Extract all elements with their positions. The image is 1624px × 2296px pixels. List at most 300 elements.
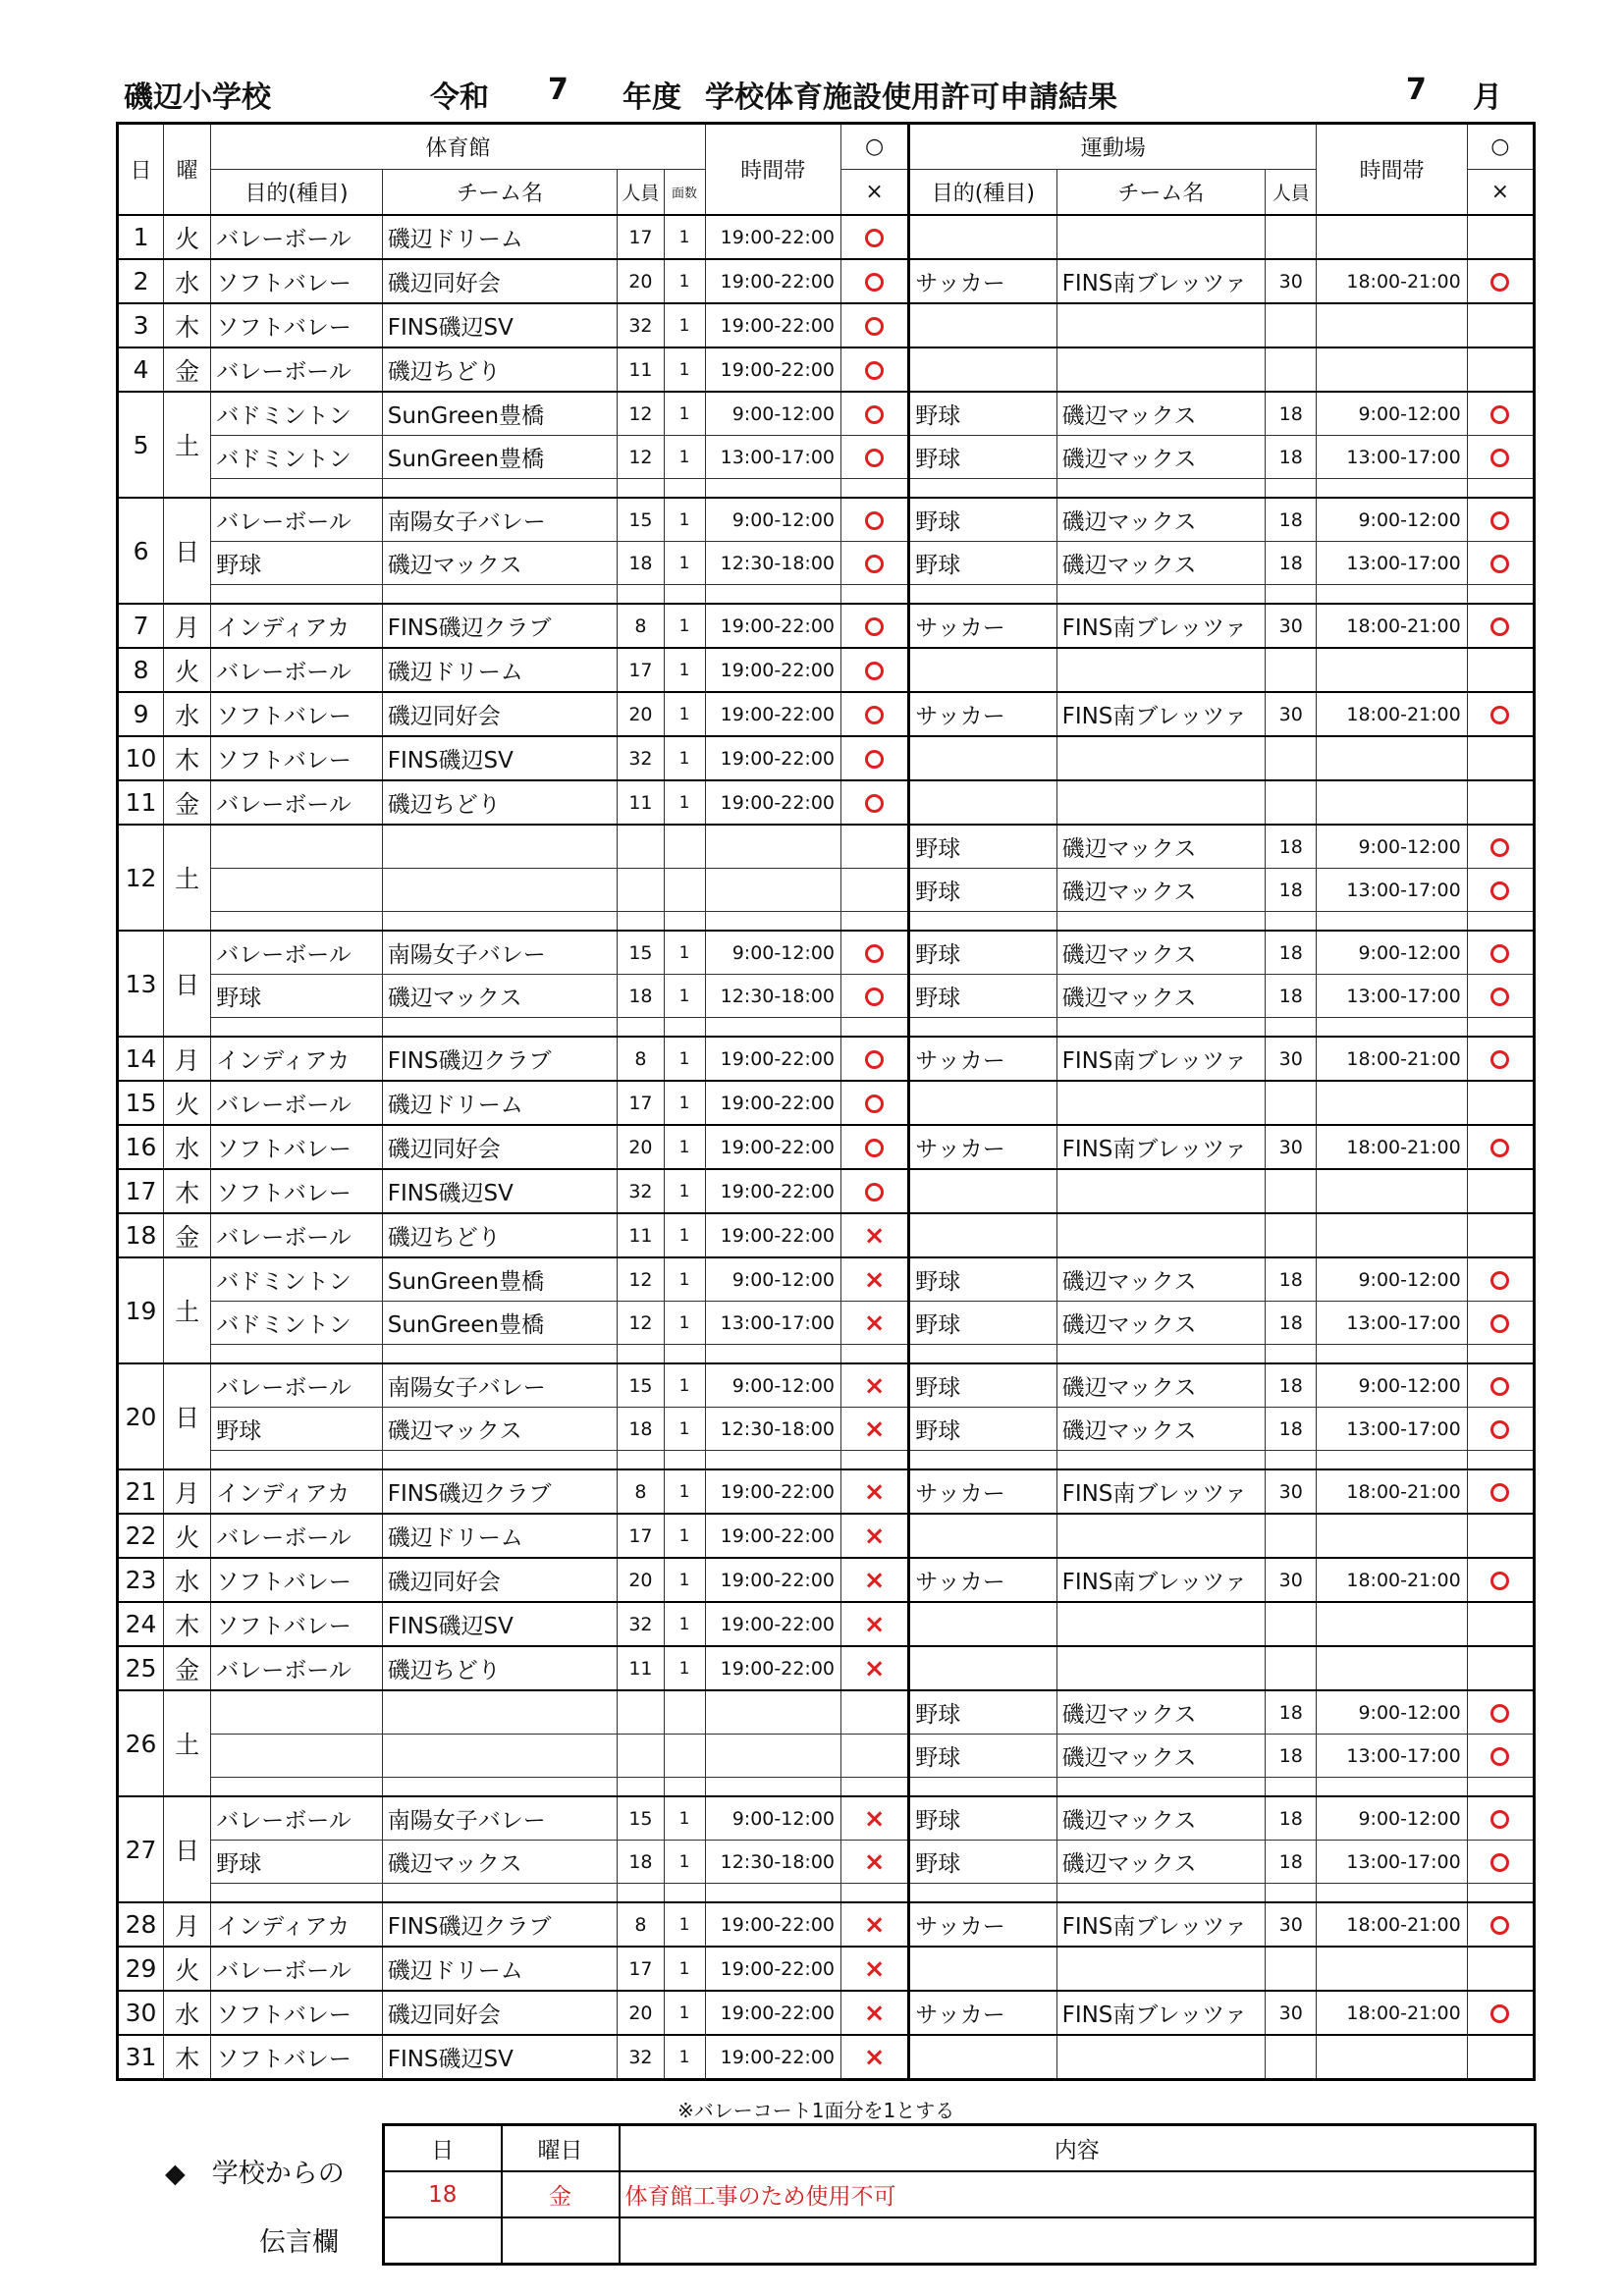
schedule-row [118,392,1535,436]
approved-mark-icon [1490,1700,1509,1726]
gym-time: 9:00-12:00 [705,1363,840,1408]
schedule-row [118,1558,1535,1602]
gym-result [841,975,909,1018]
ground-time: 18:00-21:00 [1317,1902,1467,1947]
day-number: 9 [118,692,164,736]
message-header-dow: 曜日 [502,2125,620,2172]
spacer-cell [1266,479,1317,499]
ground-purpose [909,215,1056,259]
ground-result [1467,648,1534,692]
gym-purpose: 野球 [211,1841,382,1884]
ground-result [1467,498,1534,542]
day-number: 28 [118,1902,164,1947]
spacer-row [118,479,1535,499]
ground-purpose [909,2035,1056,2080]
day-number: 19 [118,1257,164,1363]
header-ground-ng: × [1467,170,1534,216]
spacer-cell [211,585,382,605]
schedule-row [118,692,1535,736]
approved-mark-icon [1490,1267,1509,1293]
approved-mark-icon [1490,507,1509,533]
gym-courts: 1 [664,1469,705,1514]
gym-time: 19:00-22:00 [705,780,840,825]
ground-time: 9:00-12:00 [1317,1257,1467,1302]
gym-people: 32 [618,1602,664,1646]
spacer-cell [618,1345,664,1364]
gym-purpose: バレーボール [211,931,382,975]
ground-purpose: 野球 [909,1735,1056,1778]
ground-team [1056,1213,1266,1257]
day-of-week: 水 [164,1991,211,2035]
message-day: 18 [384,2171,502,2217]
spacer-cell [841,1345,909,1364]
gym-result [841,259,909,303]
gym-purpose: ソフトバレー [211,303,382,347]
gym-result [841,1037,909,1081]
spacer-cell [909,1451,1056,1470]
gym-courts: 1 [664,1902,705,1947]
approved-mark-icon [865,445,884,470]
gym-people: 12 [618,392,664,436]
ground-result [1467,215,1534,259]
gym-courts: 1 [664,1602,705,1646]
ground-team: 磯辺マックス [1056,869,1266,912]
gym-purpose: 野球 [211,975,382,1018]
ground-time [1317,215,1467,259]
ground-time: 18:00-21:00 [1317,1125,1467,1169]
gym-result [841,347,909,392]
gym-people: 18 [618,1408,664,1451]
spacer-cell [909,912,1056,932]
day-of-week: 土 [164,392,211,498]
rejected-mark-icon: × [863,1476,886,1507]
ground-people: 18 [1266,975,1317,1018]
schedule-row [118,1602,1535,1646]
schedule-row [118,869,1535,912]
approved-mark-icon [1490,269,1509,294]
approved-mark-icon [1490,984,1509,1009]
gym-courts: 1 [664,259,705,303]
gym-people: 8 [618,1902,664,1947]
spacer-cell [909,585,1056,605]
gym-purpose: 野球 [211,542,382,585]
gym-courts: 1 [664,1514,705,1558]
ground-purpose: 野球 [909,1363,1056,1408]
ground-people: 18 [1266,1408,1317,1451]
message-header-day: 日 [384,2125,502,2172]
schedule-row [118,498,1535,542]
ground-result [1467,975,1534,1018]
gym-purpose: インディアカ [211,1037,382,1081]
day-of-week: 金 [164,780,211,825]
spacer-cell [664,1778,705,1797]
ground-result [1467,392,1534,436]
approved-mark-icon [865,551,884,576]
ground-people [1266,736,1317,780]
gym-result [841,869,909,912]
day-number: 13 [118,931,164,1037]
ground-result [1467,259,1534,303]
spacer-cell [1056,1884,1266,1903]
gym-people: 12 [618,1257,664,1302]
schedule-row [118,2035,1535,2080]
gym-purpose: バレーボール [211,1646,382,1690]
spacer-cell [705,479,840,499]
day-number: 14 [118,1037,164,1081]
header-day: 日 [118,124,164,216]
ground-team [1056,1081,1266,1125]
schedule-row [118,1796,1535,1841]
ground-result [1467,780,1534,825]
gym-time: 9:00-12:00 [705,498,840,542]
spacer-cell [664,1884,705,1903]
ground-purpose: 野球 [909,931,1056,975]
gym-time: 19:00-22:00 [705,1646,840,1690]
message-day [384,2217,502,2265]
spacer-cell [1266,1345,1317,1364]
spacer-cell [841,1884,909,1903]
ground-people [1266,1169,1317,1213]
spacer-cell [705,912,840,932]
ground-people [1266,1646,1317,1690]
gym-team: SunGreen豊橋 [382,436,618,479]
spacer-cell [211,1778,382,1797]
spacer-cell [1266,585,1317,605]
gym-people [618,825,664,869]
rejected-mark-icon: × [863,1565,886,1595]
ground-time [1317,1947,1467,1991]
gym-purpose: ソフトバレー [211,692,382,736]
approved-mark-icon [865,507,884,533]
gym-purpose: インディアカ [211,1902,382,1947]
day-of-week: 木 [164,2035,211,2080]
gym-people: 18 [618,975,664,1018]
ground-time: 9:00-12:00 [1317,498,1467,542]
spacer-cell [618,585,664,605]
ground-team: 磯辺マックス [1056,1690,1266,1735]
gym-team: FINS磯辺クラブ [382,604,618,648]
schedule-row [118,825,1535,869]
day-number: 7 [118,604,164,648]
gym-purpose [211,825,382,869]
ground-people: 30 [1266,604,1317,648]
approved-mark-icon [1490,1135,1509,1160]
gym-team: FINS磯辺SV [382,2035,618,2080]
schedule-row [118,303,1535,347]
ground-people: 30 [1266,1125,1317,1169]
gym-purpose: ソフトバレー [211,259,382,303]
ground-team: FINS南ブレッツァ [1056,1469,1266,1514]
spacer-cell [705,1884,840,1903]
gym-courts: 1 [664,1947,705,1991]
schedule-row [118,1947,1535,1991]
ground-result [1467,1841,1534,1884]
gym-courts: 1 [664,303,705,347]
gym-purpose: ソフトバレー [211,1169,382,1213]
ground-time: 13:00-17:00 [1317,869,1467,912]
day-of-week: 日 [164,498,211,604]
header-gym-time: 時間帯 [705,124,840,216]
gym-courts: 1 [664,1363,705,1408]
gym-purpose: バレーボール [211,1363,382,1408]
spacer-cell [1056,1778,1266,1797]
gym-people: 11 [618,1646,664,1690]
ground-purpose: 野球 [909,498,1056,542]
gym-purpose: バレーボール [211,780,382,825]
gym-team: 南陽女子バレー [382,931,618,975]
approved-mark-icon [1490,878,1509,903]
schedule-row [118,436,1535,479]
rejected-mark-icon: × [863,1803,886,1834]
gym-people: 18 [618,542,664,585]
ground-people: 18 [1266,1841,1317,1884]
gym-result [841,1796,909,1841]
gym-team: 磯辺マックス [382,542,618,585]
header-ground-time: 時間帯 [1317,124,1467,216]
approved-mark-icon [865,1135,884,1160]
header-ground-people: 人員 [1266,170,1317,216]
ground-purpose [909,303,1056,347]
spacer-cell [1266,1451,1317,1470]
day-number: 12 [118,825,164,931]
gym-purpose: ソフトバレー [211,1558,382,1602]
gym-people: 20 [618,1125,664,1169]
gym-courts: 1 [664,1558,705,1602]
ground-time [1317,1081,1467,1125]
ground-time: 9:00-12:00 [1317,825,1467,869]
day-of-week: 金 [164,1213,211,1257]
gym-result [841,692,909,736]
spacer-cell [1467,1884,1534,1903]
approved-mark-icon [1490,1310,1509,1336]
day-number: 31 [118,2035,164,2080]
gym-courts: 1 [664,392,705,436]
schedule-row [118,931,1535,975]
day-of-week: 月 [164,1469,211,1514]
spacer-row [118,1778,1535,1797]
gym-courts: 1 [664,542,705,585]
ground-time [1317,1213,1467,1257]
gym-result [841,1081,909,1125]
gym-time: 19:00-22:00 [705,1125,840,1169]
gym-result [841,1735,909,1778]
day-of-week: 日 [164,1796,211,1902]
ground-purpose [909,1602,1056,1646]
spacer-cell [841,912,909,932]
spacer-cell [1266,1884,1317,1903]
spacer-row [118,1345,1535,1364]
approved-mark-icon [1490,1479,1509,1505]
ground-team: 磯辺マックス [1056,1363,1266,1408]
gym-purpose: バドミントン [211,1257,382,1302]
gym-result [841,1841,909,1884]
gym-result [841,1125,909,1169]
ground-people [1266,2035,1317,2080]
ground-team [1056,648,1266,692]
spacer-cell [211,1884,382,1903]
gym-result [841,736,909,780]
gym-courts: 1 [664,1037,705,1081]
approved-mark-icon [865,614,884,639]
ground-time: 13:00-17:00 [1317,975,1467,1018]
gym-courts: 1 [664,1796,705,1841]
schedule-row [118,542,1535,585]
ground-purpose: サッカー [909,1991,1056,2035]
ground-team [1056,2035,1266,2080]
spacer-cell [1467,479,1534,499]
gym-result [841,1558,909,1602]
gym-time: 19:00-22:00 [705,1602,840,1646]
spacer-row [118,585,1535,605]
gym-courts: 1 [664,648,705,692]
gym-team: 磯辺ちどり [382,780,618,825]
ground-people [1266,347,1317,392]
gym-people: 15 [618,498,664,542]
message-dow [502,2217,620,2265]
ground-result [1467,604,1534,648]
gym-result [841,498,909,542]
gym-purpose: インディアカ [211,604,382,648]
ground-result [1467,542,1534,585]
gym-time: 19:00-22:00 [705,347,840,392]
approved-mark-icon [1490,1046,1509,1072]
spacer-cell [211,912,382,932]
spacer-cell [1467,1451,1534,1470]
ground-result [1467,1469,1534,1514]
gym-courts: 1 [664,436,705,479]
gym-people: 15 [618,1363,664,1408]
ground-people: 30 [1266,1037,1317,1081]
gym-result [841,1514,909,1558]
school-name: 磯辺小学校 [124,80,271,115]
ground-purpose: 野球 [909,825,1056,869]
ground-purpose [909,1646,1056,1690]
ground-purpose: 野球 [909,1690,1056,1735]
ground-people: 18 [1266,825,1317,869]
header-gym-purpose: 目的(種目) [211,170,382,216]
gym-team: 磯辺同好会 [382,692,618,736]
approved-mark-icon [1490,1912,1509,1938]
gym-time: 19:00-22:00 [705,303,840,347]
spacer-cell [664,912,705,932]
ground-team: FINS南ブレッツァ [1056,1125,1266,1169]
schedule-row [118,215,1535,259]
day-of-week: 土 [164,825,211,931]
gym-time: 19:00-22:00 [705,1514,840,1558]
ground-team: 磯辺マックス [1056,436,1266,479]
approved-mark-icon [865,357,884,383]
day-number: 15 [118,1081,164,1125]
spacer-cell [841,1451,909,1470]
day-of-week: 月 [164,1037,211,1081]
ground-purpose: サッカー [909,1125,1056,1169]
gym-result [841,604,909,648]
gym-purpose: バレーボール [211,1081,382,1125]
ground-people: 18 [1266,436,1317,479]
approved-mark-icon [1490,401,1509,427]
approved-mark-icon [1490,2001,1509,2026]
ground-people: 18 [1266,498,1317,542]
ground-people: 18 [1266,1690,1317,1735]
gym-time: 19:00-22:00 [705,1947,840,1991]
approved-mark-icon [865,790,884,816]
gym-result [841,542,909,585]
message-label: ◆ 学校からの [165,2159,345,2189]
message-dow: 金 [502,2171,620,2217]
day-of-week: 月 [164,1902,211,1947]
ground-purpose [909,780,1056,825]
gym-time: 19:00-22:00 [705,1169,840,1213]
gym-time: 19:00-22:00 [705,215,840,259]
ground-result [1467,1514,1534,1558]
ground-team [1056,1602,1266,1646]
ground-people [1266,1081,1317,1125]
rejected-mark-icon: × [863,1414,886,1444]
gym-purpose: バレーボール [211,215,382,259]
gym-result [841,1213,909,1257]
gym-purpose: バレーボール [211,347,382,392]
approved-mark-icon [865,1091,884,1116]
gym-people: 17 [618,648,664,692]
ground-time: 9:00-12:00 [1317,392,1467,436]
ground-purpose: サッカー [909,692,1056,736]
gym-time: 19:00-22:00 [705,259,840,303]
gym-time: 19:00-22:00 [705,2035,840,2080]
rejected-mark-icon: × [863,1521,886,1551]
ground-time: 9:00-12:00 [1317,1363,1467,1408]
schedule-row [118,1302,1535,1345]
day-of-week: 日 [164,1363,211,1469]
document-title: 学校体育施設使用許可申請結果 [705,80,1117,115]
schedule-row [118,780,1535,825]
gym-courts: 1 [664,1257,705,1302]
schedule-row [118,1735,1535,1778]
gym-courts: 1 [664,1408,705,1451]
gym-result [841,215,909,259]
ground-result [1467,1081,1534,1125]
gym-courts: 1 [664,1169,705,1213]
day-number: 25 [118,1646,164,1690]
ground-result [1467,303,1534,347]
ground-result [1467,1947,1534,1991]
ground-result [1467,869,1534,912]
gym-people: 17 [618,1514,664,1558]
spacer-cell [618,1884,664,1903]
gym-team: 磯辺同好会 [382,1558,618,1602]
ground-team [1056,215,1266,259]
gym-people: 11 [618,1213,664,1257]
spacer-cell [841,1778,909,1797]
gym-time [705,869,840,912]
header-gym-team: チーム名 [382,170,618,216]
gym-courts: 1 [664,1646,705,1690]
gym-purpose: バレーボール [211,1514,382,1558]
ground-people: 18 [1266,1302,1317,1345]
rejected-mark-icon: × [863,1609,886,1639]
rejected-mark-icon: × [863,1264,886,1295]
day-number: 17 [118,1169,164,1213]
gym-courts: 1 [664,498,705,542]
gym-people: 8 [618,1469,664,1514]
ground-people [1266,1947,1317,1991]
spacer-cell [664,1018,705,1038]
gym-people: 11 [618,347,664,392]
ground-team: FINS南ブレッツァ [1056,604,1266,648]
ground-time: 13:00-17:00 [1317,1408,1467,1451]
gym-courts: 1 [664,1302,705,1345]
gym-team: SunGreen豊橋 [382,1302,618,1345]
ground-time [1317,1514,1467,1558]
